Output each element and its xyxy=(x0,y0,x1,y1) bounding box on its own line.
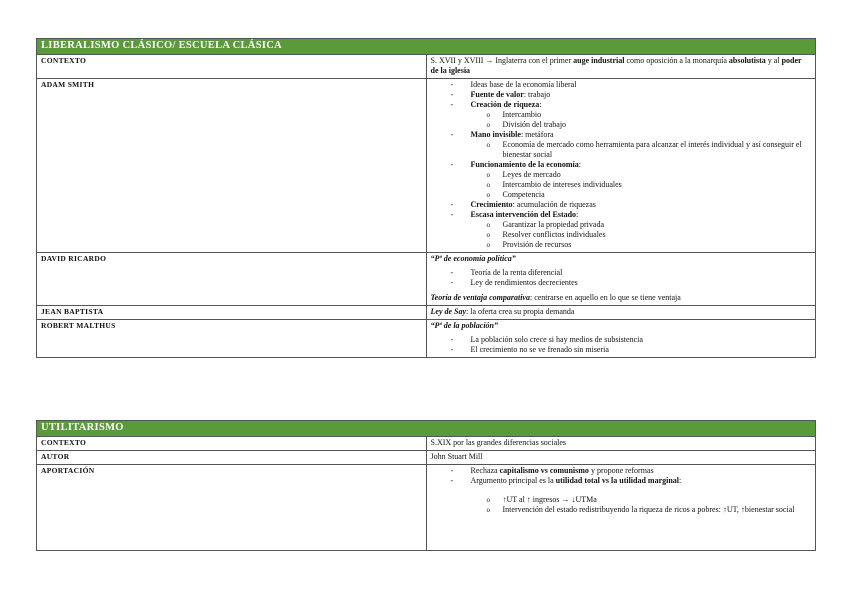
util-contexto-cell: S.XIX por las grandes diferencias sociales xyxy=(426,437,816,451)
list-item: o Economía de mercado como herramienta para alcanzar el interés individual y así conseguir el bienestar social xyxy=(431,140,812,160)
list-item: - Teoría de la renta diferencial xyxy=(431,268,812,278)
david-ricardo-cell xyxy=(426,253,816,306)
list-item: o Leyes de mercado xyxy=(431,170,812,180)
list-item: - Funcionamiento de la economía: xyxy=(431,160,812,170)
row-label-robert-malthus: ROBERT MALTHUS xyxy=(37,320,427,358)
list-item: - Rechaza capitalismo vs comunismo y propone reformas xyxy=(431,466,812,476)
utilitarismo-table xyxy=(36,420,816,551)
aportacion-cell xyxy=(426,465,816,551)
liberalismo-table xyxy=(36,38,816,358)
row-label-contexto: CONTEXTO xyxy=(37,55,427,79)
aportacion-list xyxy=(431,466,812,486)
row-label-adam-smith: ADAM SMITH xyxy=(37,79,427,253)
smith-sublist xyxy=(431,110,812,130)
autor-cell: John Stuart Mill xyxy=(426,451,816,465)
table-row xyxy=(37,465,816,551)
smith-sublist xyxy=(431,170,812,200)
smith-list xyxy=(431,130,812,140)
smith-sublist xyxy=(431,140,812,160)
table-row xyxy=(37,55,816,79)
table-row xyxy=(37,320,816,358)
list-item: o Intercambio xyxy=(431,110,812,120)
malthus-list xyxy=(431,335,812,355)
table-row xyxy=(37,253,816,306)
list-item: o Intervención del estado redistribuyendo la riqueza de ricos a pobres: ↑UT, ↑bienestar social xyxy=(431,505,812,515)
list-item: - Crecimiento: acumulación de riquezas xyxy=(431,200,812,210)
contexto-cell: S. XVII y XVIII → Inglaterra con el primer auge industrial como oposición a la monarquía absolutista y al poder de la iglesia xyxy=(426,55,816,79)
list-item: o Provisión de recursos xyxy=(431,240,812,250)
list-item: o Competencia xyxy=(431,190,812,200)
list-item: - Creación de riqueza: xyxy=(431,100,812,110)
list-item: - Argumento principal es la utilidad total vs la utilidad marginal: xyxy=(431,476,812,486)
list-item: o Resolver conflictos individuales xyxy=(431,230,812,240)
row-label-aportacion: APORTACIÓN xyxy=(37,465,427,551)
section-header-utilitarismo: UTILITARISMO xyxy=(37,421,816,437)
row-label-autor: AUTOR xyxy=(37,451,427,465)
list-item: - La población solo crece si hay medios de subsistencia xyxy=(431,335,812,345)
table-row xyxy=(37,306,816,320)
aportacion-sublist xyxy=(431,495,812,515)
ricardo-heading: “Pº de economía política” xyxy=(430,254,516,263)
jean-baptista-cell: Ley de Say: la oferta crea su propia demanda xyxy=(426,306,816,320)
list-item: o Intercambio de intereses individuales xyxy=(431,180,812,190)
list-item: - Ideas base de la economía liberal xyxy=(431,80,812,90)
adam-smith-cell xyxy=(426,79,816,253)
table-row xyxy=(37,79,816,253)
row-label-david-ricardo: DAVID RICARDO xyxy=(37,253,427,306)
list-item: - Ley de rendimientos decrecientes xyxy=(431,278,812,288)
smith-sublist xyxy=(431,220,812,250)
list-item: - El crecimiento no se ve frenado sin miseria xyxy=(431,345,812,355)
robert-malthus-cell xyxy=(426,320,816,358)
smith-list xyxy=(431,160,812,170)
list-item: - Mano invisible: metáfora xyxy=(431,130,812,140)
smith-list xyxy=(431,200,812,220)
row-label-contexto: CONTEXTO xyxy=(37,437,427,451)
ricardo-footer: Teoría de ventaja comparativa: centrarse en aquello en lo que se tiene ventaja xyxy=(430,293,681,302)
ricardo-list xyxy=(431,268,812,288)
list-item: - Escasa intervención del Estado: xyxy=(431,210,812,220)
list-item: - Fuente de valor: trabajo xyxy=(431,90,812,100)
malthus-heading: “Pº de la población” xyxy=(430,321,499,330)
row-label-jean-baptista: JEAN BAPTISTA xyxy=(37,306,427,320)
list-item: o División del trabajo xyxy=(431,120,812,130)
list-item: o Garantizar la propiedad privada xyxy=(431,220,812,230)
list-item: o ↑UT al ↑ ingresos → ↓UTMa xyxy=(431,495,812,505)
table-row xyxy=(37,451,816,465)
section-header-liberalismo: LIBERALISMO CLÁSICO/ ESCUELA CLÁSICA xyxy=(37,39,816,55)
table-row xyxy=(37,437,816,451)
smith-list xyxy=(431,80,812,110)
